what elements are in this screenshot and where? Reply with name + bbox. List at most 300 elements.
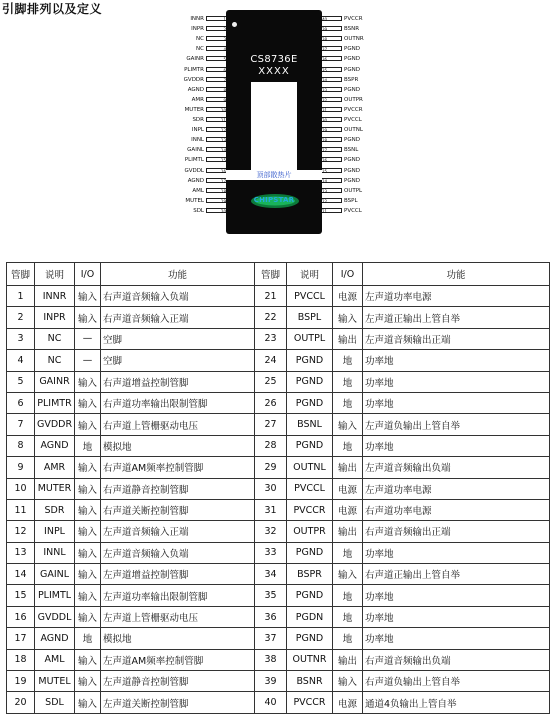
pin-name: PGND xyxy=(344,66,360,73)
cell-io: — xyxy=(75,328,101,349)
cell-pin-2: 29 xyxy=(255,457,287,478)
cell-name: AGND xyxy=(35,435,75,456)
cell-function-2: 右声道音频输出正端 xyxy=(363,521,550,542)
cell-pin: 20 xyxy=(7,692,35,713)
cell-io: 输入 xyxy=(75,692,101,713)
cell-function-2: 右声道功率电源 xyxy=(363,499,550,520)
pin-name: GAINR xyxy=(186,56,204,63)
pin-name: SDL xyxy=(193,207,204,214)
header-name: 说明 xyxy=(35,263,75,286)
pin-right xyxy=(320,167,390,175)
pin-right xyxy=(320,136,390,144)
cell-name-2: PGDN xyxy=(287,606,333,627)
cell-name: NC xyxy=(35,350,75,371)
pin-name: BSPL xyxy=(344,197,358,204)
pin-number: 13 xyxy=(206,137,228,142)
pin1-marker-dot xyxy=(232,22,237,27)
pin-name: AGND xyxy=(187,86,204,93)
pin-left xyxy=(150,55,228,63)
cell-function-2: 功率地 xyxy=(363,606,550,627)
pin-number: 2 xyxy=(206,26,228,31)
cell-function-2: 功率地 xyxy=(363,585,550,606)
cell-name-2: PVCCL xyxy=(287,286,333,307)
cell-function: 左声道功率输出限制管脚 xyxy=(101,585,255,606)
pin-name: BSNL xyxy=(344,147,359,154)
pin-number: 16 xyxy=(206,168,228,173)
header-io: I/O xyxy=(75,263,101,286)
cell-io: 输入 xyxy=(75,649,101,670)
cell-io-2: 地 xyxy=(333,371,363,392)
cell-function-2: 左声道功率电源 xyxy=(363,286,550,307)
pin-number: 22 xyxy=(320,198,342,203)
cell-io-2: 地 xyxy=(333,350,363,371)
pin-name: OUTNL xyxy=(344,127,363,134)
cell-io-2: 地 xyxy=(333,628,363,649)
pin-name: BSNR xyxy=(344,26,360,33)
pin-name: PVCCR xyxy=(344,16,363,22)
pin-left xyxy=(150,156,228,164)
pin-name: NC xyxy=(196,36,204,43)
cell-pin: 7 xyxy=(7,414,35,435)
pin-number: 30 xyxy=(320,117,342,122)
pin-number: 7 xyxy=(206,77,228,82)
pin-left xyxy=(150,187,228,195)
cell-name-2: PVCCR xyxy=(287,692,333,713)
pin-name: PLIMTR xyxy=(184,66,204,73)
cell-name-2: BSPL xyxy=(287,307,333,328)
cell-pin: 10 xyxy=(7,478,35,499)
cell-io-2: 电源 xyxy=(333,692,363,713)
cell-name-2: PVCCR xyxy=(287,499,333,520)
cell-function-2: 左声道音频输出负端 xyxy=(363,457,550,478)
pin-right xyxy=(320,45,390,53)
cell-pin: 18 xyxy=(7,649,35,670)
cell-pin-2: 31 xyxy=(255,499,287,520)
pin-right xyxy=(320,146,390,154)
pin-right xyxy=(320,76,390,84)
cell-io-2: 地 xyxy=(333,542,363,563)
cell-io-2: 地 xyxy=(333,392,363,413)
cell-pin-2: 38 xyxy=(255,649,287,670)
cell-pin-2: 24 xyxy=(255,350,287,371)
cell-name-2: OUTNL xyxy=(287,457,333,478)
pin-left xyxy=(150,207,228,215)
cell-name: NC xyxy=(35,328,75,349)
cell-io-2: 地 xyxy=(333,585,363,606)
pin-name: PGND xyxy=(344,56,360,63)
pin-number: 15 xyxy=(206,157,228,162)
thermal-pad xyxy=(251,82,297,180)
pin-number: 37 xyxy=(320,46,342,51)
cell-name: SDL xyxy=(35,692,75,713)
pin-left xyxy=(150,96,228,104)
cell-io: 输入 xyxy=(75,414,101,435)
pin-name: AGND xyxy=(187,177,204,184)
table-row xyxy=(7,499,550,520)
pin-right xyxy=(320,35,390,43)
pin-number: 35 xyxy=(320,67,342,72)
cell-name: GAINR xyxy=(35,371,75,392)
cell-pin: 17 xyxy=(7,628,35,649)
cell-pin-2: 32 xyxy=(255,521,287,542)
cell-pin: 19 xyxy=(7,671,35,692)
cell-io: 输入 xyxy=(75,499,101,520)
pin-number: 4 xyxy=(206,46,228,51)
cell-function-2: 功率地 xyxy=(363,371,550,392)
header-function: 功能 xyxy=(101,263,255,286)
pin-number: 27 xyxy=(320,147,342,152)
table-row xyxy=(7,371,550,392)
cell-io-2: 输入 xyxy=(333,671,363,692)
pin-name: PGND xyxy=(344,157,360,164)
pin-left xyxy=(150,86,228,94)
cell-name: GVDDL xyxy=(35,606,75,627)
cell-io-2: 电源 xyxy=(333,499,363,520)
pin-number: 39 xyxy=(320,26,342,31)
pin-right xyxy=(320,66,390,74)
pin-right xyxy=(320,96,390,104)
pin-name: PVCCR xyxy=(344,106,363,113)
cell-function: 左声道增益控制管脚 xyxy=(101,564,255,585)
pin-name: PGND xyxy=(344,167,360,174)
table-row xyxy=(7,564,550,585)
table-row xyxy=(7,478,550,499)
pin-name: OUTNR xyxy=(344,36,364,43)
cell-io: 输入 xyxy=(75,371,101,392)
cell-function-2: 功率地 xyxy=(363,435,550,456)
pin-number: 9 xyxy=(206,97,228,102)
cell-pin-2: 22 xyxy=(255,307,287,328)
cell-function: 模拟地 xyxy=(101,435,255,456)
pinout-diagram xyxy=(150,6,390,238)
pin-number: 40 xyxy=(320,16,342,21)
cell-pin: 15 xyxy=(7,585,35,606)
header-pin-2: 管脚 xyxy=(255,263,287,286)
cell-function-2: 右声道正输出上管自举 xyxy=(363,564,550,585)
chip-marking: XXXX xyxy=(258,66,290,77)
cell-function: 右声道增益控制管脚 xyxy=(101,371,255,392)
cell-name: AMR xyxy=(35,457,75,478)
cell-io-2: 输入 xyxy=(333,564,363,585)
pin-left xyxy=(150,177,228,185)
cell-io: 输入 xyxy=(75,457,101,478)
cell-io-2: 输出 xyxy=(333,328,363,349)
cell-io: 输入 xyxy=(75,521,101,542)
cell-io-2: 地 xyxy=(333,606,363,627)
pin-left xyxy=(150,25,228,33)
pin-right xyxy=(320,106,390,114)
pin-left xyxy=(150,116,228,124)
cell-name-2: OUTPR xyxy=(287,521,333,542)
pin-name: PGND xyxy=(344,177,360,184)
cell-name: AGND xyxy=(35,628,75,649)
pin-name: OUTPR xyxy=(344,96,363,103)
pin-number: 25 xyxy=(320,168,342,173)
pin-number: 19 xyxy=(206,198,228,203)
cell-io: 输入 xyxy=(75,307,101,328)
pin-number: 31 xyxy=(320,107,342,112)
pin-name: INNR xyxy=(190,16,204,22)
cell-pin-2: 36 xyxy=(255,606,287,627)
cell-function-2: 左声道音频输出正端 xyxy=(363,328,550,349)
table-row xyxy=(7,585,550,606)
cell-pin-2: 26 xyxy=(255,392,287,413)
cell-io: 地 xyxy=(75,628,101,649)
pin-number: 23 xyxy=(320,188,342,193)
cell-name: MUTEL xyxy=(35,671,75,692)
cell-function: 右声道关断控制管脚 xyxy=(101,499,255,520)
table-row xyxy=(7,307,550,328)
pin-number: 5 xyxy=(206,56,228,61)
cell-function-2: 功率地 xyxy=(363,542,550,563)
thermal-pad-label: 顶部散热片 xyxy=(226,170,322,180)
cell-io: 输入 xyxy=(75,542,101,563)
pin-name: PGND xyxy=(344,137,360,144)
cell-function-2: 右声道负输出上管自举 xyxy=(363,671,550,692)
pin-name: PLIMTL xyxy=(184,157,204,164)
cell-name-2: PVCCL xyxy=(287,478,333,499)
page-title: 引脚排列以及定义 xyxy=(2,2,103,16)
pin-name: INPR xyxy=(191,26,204,33)
cell-name: GAINL xyxy=(35,564,75,585)
pin-number: 10 xyxy=(206,107,228,112)
cell-function: 右声道上管栅驱动电压 xyxy=(101,414,255,435)
cell-io: 输入 xyxy=(75,286,101,307)
cell-function-2: 通道4负输出上管自举 xyxy=(363,692,550,713)
cell-pin-2: 27 xyxy=(255,414,287,435)
table-row xyxy=(7,392,550,413)
cell-io: 输入 xyxy=(75,585,101,606)
pin-number: 1 xyxy=(206,16,228,21)
cell-io-2: 输入 xyxy=(333,414,363,435)
cell-function-2: 功率地 xyxy=(363,392,550,413)
pin-left xyxy=(150,35,228,43)
pin-name: PGND xyxy=(344,46,360,53)
pin-name: GAINL xyxy=(187,147,204,154)
cell-name: INNR xyxy=(35,286,75,307)
pin-right xyxy=(320,177,390,185)
table-row xyxy=(7,286,550,307)
pin-left xyxy=(150,126,228,134)
table-row xyxy=(7,414,550,435)
pin-name: NC xyxy=(196,46,204,53)
cell-pin-2: 37 xyxy=(255,628,287,649)
cell-name-2: PGND xyxy=(287,585,333,606)
pin-left xyxy=(150,15,228,23)
cell-function-2: 功率地 xyxy=(363,350,550,371)
cell-pin: 16 xyxy=(7,606,35,627)
cell-function-2: 左声道功率电源 xyxy=(363,478,550,499)
cell-name-2: PGND xyxy=(287,628,333,649)
pin-right xyxy=(320,15,390,23)
pin-name: AMR xyxy=(191,96,204,103)
cell-function-2: 左声道负输出上管自举 xyxy=(363,414,550,435)
pin-name: MUTEL xyxy=(185,197,204,204)
cell-pin: 3 xyxy=(7,328,35,349)
table-row xyxy=(7,606,550,627)
cell-name: AML xyxy=(35,649,75,670)
pin-right xyxy=(320,25,390,33)
pin-name: INNL xyxy=(191,137,204,144)
pin-right xyxy=(320,86,390,94)
cell-name: PLIMTR xyxy=(35,392,75,413)
pin-name: AML xyxy=(192,187,204,194)
cell-pin-2: 34 xyxy=(255,564,287,585)
pin-name: GVDDL xyxy=(184,167,204,174)
cell-function-2: 功率地 xyxy=(363,628,550,649)
pin-left xyxy=(150,136,228,144)
pin-right xyxy=(320,187,390,195)
table-row xyxy=(7,671,550,692)
cell-name: INNL xyxy=(35,542,75,563)
cell-io: — xyxy=(75,350,101,371)
cell-io-2: 输出 xyxy=(333,521,363,542)
cell-function: 模拟地 xyxy=(101,628,255,649)
cell-function: 右声道音频输入正端 xyxy=(101,307,255,328)
pin-number: 12 xyxy=(206,127,228,132)
pin-name: PVCCL xyxy=(344,117,362,123)
cell-name: SDR xyxy=(35,499,75,520)
cell-name: INPR xyxy=(35,307,75,328)
pin-right xyxy=(320,197,390,205)
cell-function: 左声道音频输入负端 xyxy=(101,542,255,563)
cell-function: 空脚 xyxy=(101,328,255,349)
table-row xyxy=(7,542,550,563)
cell-function: 左声道音频输入正端 xyxy=(101,521,255,542)
cell-io-2: 地 xyxy=(333,435,363,456)
pin-number: 34 xyxy=(320,77,342,82)
table-row xyxy=(7,457,550,478)
cell-function: 右声道静音控制管脚 xyxy=(101,478,255,499)
pin-number: 28 xyxy=(320,137,342,142)
pin-number: 21 xyxy=(320,208,342,213)
cell-io: 输入 xyxy=(75,392,101,413)
pin-name: SDR xyxy=(192,117,204,123)
cell-io-2: 输出 xyxy=(333,457,363,478)
chip-part-number: CS8736E xyxy=(250,54,298,65)
cell-pin: 5 xyxy=(7,371,35,392)
cell-io-2: 电源 xyxy=(333,478,363,499)
cell-io-2: 输出 xyxy=(333,649,363,670)
header-name-2: 说明 xyxy=(287,263,333,286)
pin-left xyxy=(150,45,228,53)
pin-number: 32 xyxy=(320,97,342,102)
cell-name-2: BSNR xyxy=(287,671,333,692)
pin-number: 3 xyxy=(206,36,228,41)
cell-name-2: PGND xyxy=(287,350,333,371)
cell-name: MUTER xyxy=(35,478,75,499)
pin-left xyxy=(150,146,228,154)
pin-name: PGND xyxy=(344,86,360,93)
cell-function: 右声道功率输出限制管脚 xyxy=(101,392,255,413)
cell-name-2: PGND xyxy=(287,542,333,563)
cell-pin: 11 xyxy=(7,499,35,520)
cell-name: GVDDR xyxy=(35,414,75,435)
cell-pin: 4 xyxy=(7,350,35,371)
chip-package xyxy=(226,10,322,234)
pin-left xyxy=(150,76,228,84)
pin-number: 20 xyxy=(206,208,228,213)
cell-name-2: PGND xyxy=(287,392,333,413)
cell-pin-2: 28 xyxy=(255,435,287,456)
table-row xyxy=(7,692,550,713)
cell-io: 输入 xyxy=(75,671,101,692)
cell-function: 左声道静音控制管脚 xyxy=(101,671,255,692)
pin-number: 24 xyxy=(320,178,342,183)
pin-name: GVDDR xyxy=(183,76,204,83)
cell-name-2: OUTNR xyxy=(287,649,333,670)
chip-logo-text: CHIPSTAR xyxy=(253,196,295,204)
pin-name: BSPR xyxy=(344,76,359,83)
cell-name-2: PGND xyxy=(287,371,333,392)
table-row xyxy=(7,435,550,456)
table-row xyxy=(7,628,550,649)
header-io-2: I/O xyxy=(333,263,363,286)
cell-function: 右声道音频输入负端 xyxy=(101,286,255,307)
cell-function-2: 左声道正输出上管自举 xyxy=(363,307,550,328)
pin-name: PVCCL xyxy=(344,207,362,214)
cell-pin-2: 21 xyxy=(255,286,287,307)
pin-right xyxy=(320,207,390,215)
cell-name: INPL xyxy=(35,521,75,542)
cell-function: 左声道关断控制管脚 xyxy=(101,692,255,713)
pin-name: MUTER xyxy=(184,106,204,113)
cell-function: 空脚 xyxy=(101,350,255,371)
cell-io-2: 电源 xyxy=(333,286,363,307)
table-row xyxy=(7,521,550,542)
header-pin: 管脚 xyxy=(7,263,35,286)
pin-left xyxy=(150,197,228,205)
pin-number: 26 xyxy=(320,157,342,162)
pin-name: OUTPL xyxy=(344,187,363,194)
cell-io: 输入 xyxy=(75,606,101,627)
cell-pin: 2 xyxy=(7,307,35,328)
cell-function: 左声道AM频率控制管脚 xyxy=(101,649,255,670)
pin-number: 6 xyxy=(206,67,228,72)
cell-pin: 8 xyxy=(7,435,35,456)
cell-name: PLIMTL xyxy=(35,585,75,606)
cell-pin-2: 40 xyxy=(255,692,287,713)
cell-pin-2: 35 xyxy=(255,585,287,606)
cell-pin: 13 xyxy=(7,542,35,563)
cell-io-2: 输入 xyxy=(333,307,363,328)
table-row xyxy=(7,649,550,670)
table-row xyxy=(7,350,550,371)
pin-right xyxy=(320,126,390,134)
pin-number: 33 xyxy=(320,87,342,92)
pin-right xyxy=(320,156,390,164)
cell-name-2: PGND xyxy=(287,435,333,456)
pin-number: 17 xyxy=(206,178,228,183)
cell-pin-2: 25 xyxy=(255,371,287,392)
pin-number: 8 xyxy=(206,87,228,92)
cell-pin-2: 39 xyxy=(255,671,287,692)
cell-pin-2: 23 xyxy=(255,328,287,349)
cell-function: 左声道上管栅驱动电压 xyxy=(101,606,255,627)
cell-io: 输入 xyxy=(75,478,101,499)
pin-number: 29 xyxy=(320,127,342,132)
pin-number: 38 xyxy=(320,36,342,41)
pin-definition-table xyxy=(6,262,550,714)
table-header-row xyxy=(7,263,550,286)
cell-pin-2: 30 xyxy=(255,478,287,499)
cell-pin: 1 xyxy=(7,286,35,307)
cell-pin: 6 xyxy=(7,392,35,413)
pin-name: INPL xyxy=(191,127,204,134)
pin-right xyxy=(320,116,390,124)
cell-name-2: BSNL xyxy=(287,414,333,435)
cell-name-2: OUTPL xyxy=(287,328,333,349)
